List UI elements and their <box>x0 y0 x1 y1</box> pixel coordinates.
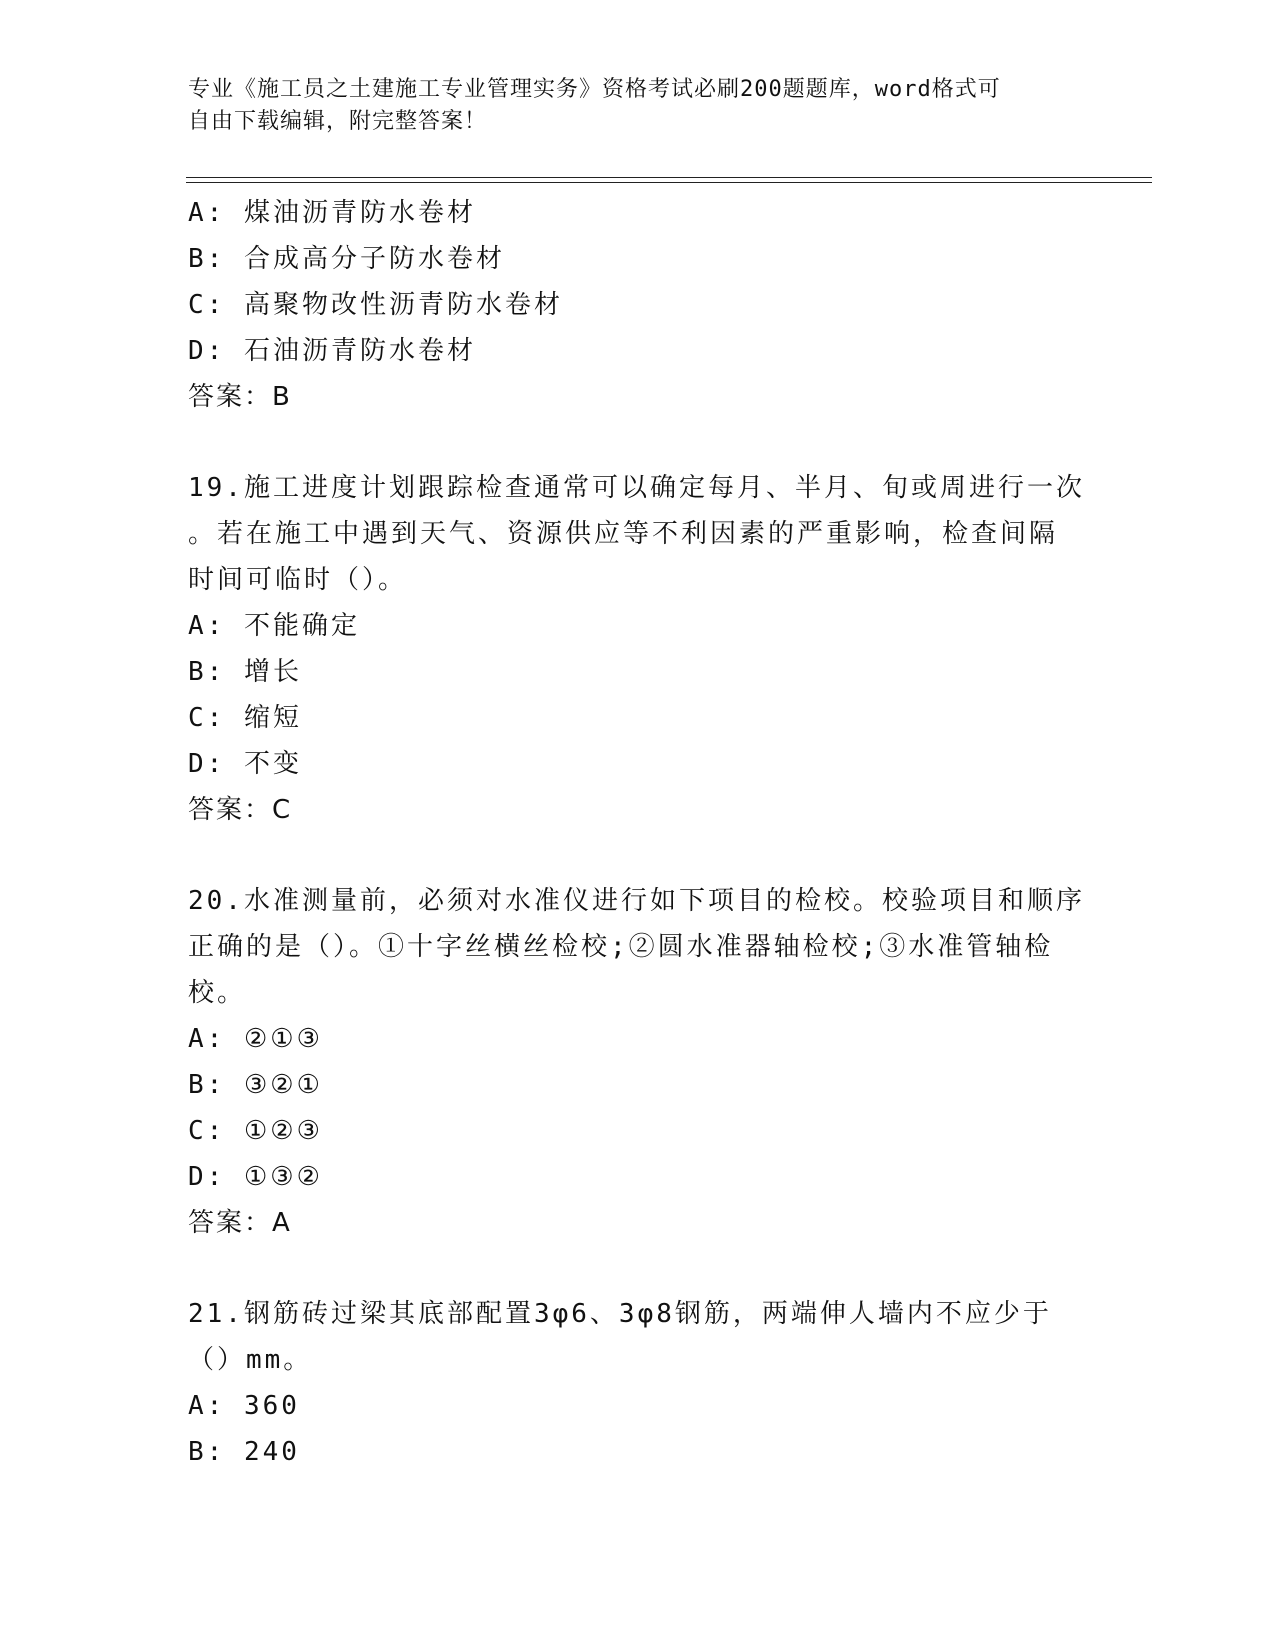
spacer <box>188 1246 1088 1291</box>
option-d: D: ①③② <box>188 1162 323 1192</box>
question-text-line: 正确的是（）。①十字丝横丝检校;②圆水准器轴检校;③水准管轴检 <box>188 932 1054 962</box>
option-a: A: 煤油沥青防水卷材 <box>188 198 476 228</box>
header-divider-top <box>186 177 1152 178</box>
answer-line: 答案：A <box>188 1208 292 1238</box>
option-c: C: 高聚物改性沥青防水卷材 <box>188 290 563 320</box>
spacer <box>188 420 1088 465</box>
option-b: B: 增长 <box>188 657 302 687</box>
question-18-block <box>188 190 1088 420</box>
header-divider-bottom <box>186 182 1152 183</box>
option-b: B: 合成高分子防水卷材 <box>188 244 505 274</box>
question-text-line: 21.钢筋砖过梁其底部配置3φ6、3φ8钢筋，两端伸人墙内不应少于 <box>188 1299 1052 1329</box>
header-line-1: 专业《施工员之土建施工专业管理实务》资格考试必刷200题题库，word格式可 <box>188 77 1001 102</box>
question-text-line: 时间可临时（）。 <box>188 565 408 595</box>
spacer <box>188 833 1088 878</box>
question-text-line: （）mm。 <box>188 1345 313 1375</box>
question-19-block <box>188 465 1088 833</box>
option-a: A: 不能确定 <box>188 611 360 641</box>
option-d: D: 石油沥青防水卷材 <box>188 336 476 366</box>
option-a: A: 360 <box>188 1391 300 1421</box>
question-list <box>188 190 1088 1475</box>
question-text-line: 20.水准测量前，必须对水准仪进行如下项目的检校。校验项目和顺序 <box>188 886 1085 916</box>
option-b: B: 240 <box>188 1437 300 1467</box>
document-header <box>188 74 1078 138</box>
question-20-block <box>188 878 1088 1246</box>
question-text-line: 。若在施工中遇到天气、资源供应等不利因素的严重影响，检查间隔 <box>188 519 1059 549</box>
question-text-line: 校。 <box>188 978 247 1008</box>
header-line-2: 自由下载编辑，附完整答案！ <box>188 109 488 134</box>
question-text-line: 19.施工进度计划跟踪检查通常可以确定每月、半月、旬或周进行一次 <box>188 473 1085 503</box>
question-21-block <box>188 1291 1088 1475</box>
answer-line: 答案：C <box>188 795 293 825</box>
option-d: D: 不变 <box>188 749 302 779</box>
option-c: C: 缩短 <box>188 703 302 733</box>
option-a: A: ②①③ <box>188 1024 323 1054</box>
option-b: B: ③②① <box>188 1070 323 1100</box>
answer-line: 答案：B <box>188 382 292 412</box>
option-c: C: ①②③ <box>188 1116 323 1146</box>
